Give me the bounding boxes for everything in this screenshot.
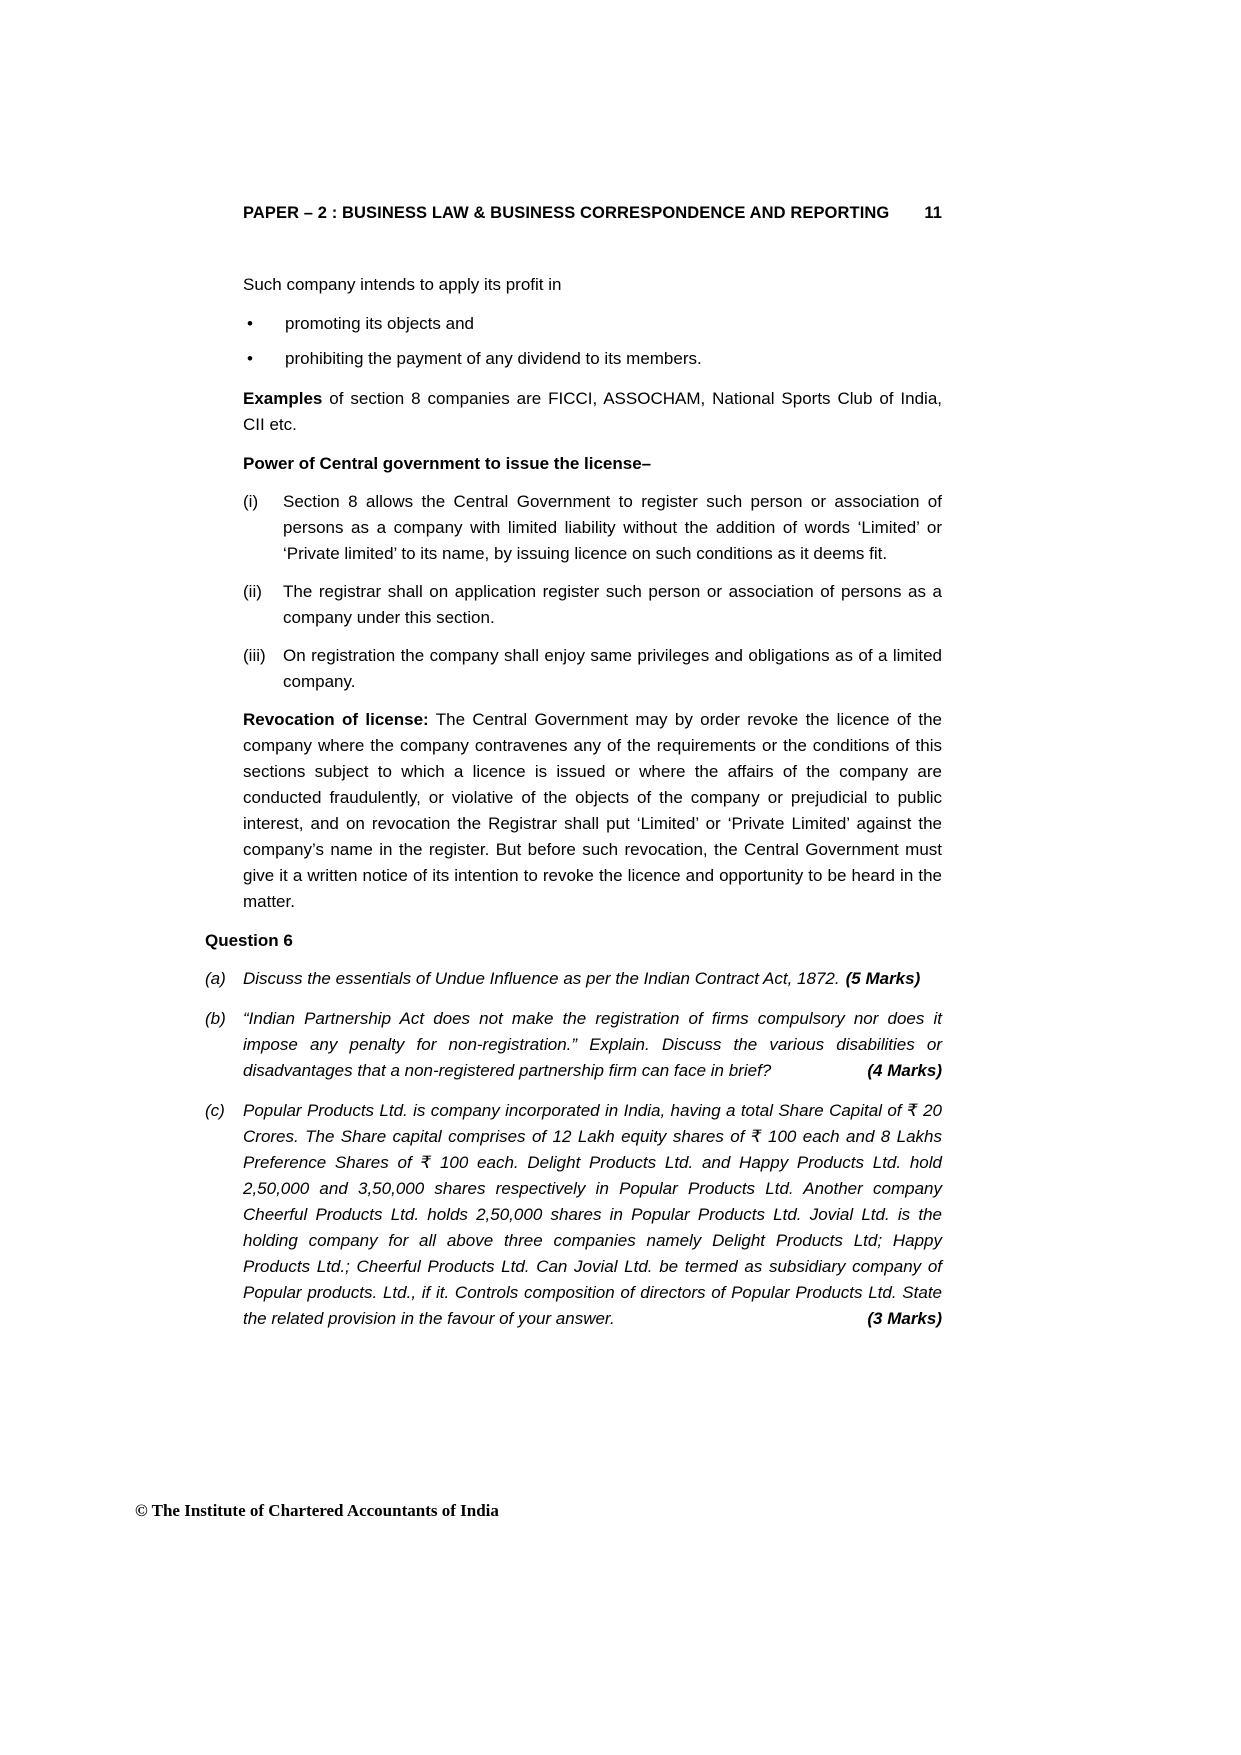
revocation-text: The Central Government may by order revoke the licence of the company where the company contravenes any of the requirements or the conditions of this sections subject to which a licence is issued or where the affairs of the company are conducted fraudulently, or violative of the objects of the company or prejudicial to public interest, and on revocation the Registrar shall put ‘Limited’ or ‘Private Limited’ against the company’s name in the register. But before such revocation, the Central Government must give it a written notice of its intention to revoke the licence and opportunity to be heard in the matter. (243, 710, 942, 911)
list-item-ii (243, 579, 942, 631)
examples-lead: Examples (243, 389, 323, 408)
question-label: (b) (205, 1009, 226, 1028)
page-content (205, 272, 942, 1346)
copyright-footer: © The Institute of Chartered Accountants of India (135, 1501, 499, 1520)
revocation-lead: Revocation of license: (243, 710, 429, 729)
question-text (243, 966, 942, 992)
bullet-icon: • (247, 349, 253, 368)
item-label: (iii) (243, 646, 266, 665)
question-heading: Question 6 (205, 931, 293, 950)
power-heading: Power of Central government to issue the license– (243, 454, 652, 473)
question-a (205, 966, 942, 992)
revocation-paragraph (243, 707, 942, 915)
item-text: Section 8 allows the Central Government to register such person or association of persons as a company with limited liability without the addition of words ‘Limited’ or ‘Private limited’ to its name, by issuing licence on such conditions as it deems fit. (283, 492, 942, 563)
item-label: (i) (243, 492, 259, 511)
bullet-text: promoting its objects and (285, 314, 474, 333)
item-text: The registrar shall on application register such person or association of persons as a company under this section. (283, 582, 942, 627)
question-label: (a) (205, 969, 226, 988)
page-header (243, 204, 942, 223)
question-label: (c) (205, 1101, 225, 1120)
question-c (205, 1098, 942, 1332)
list-item (247, 346, 942, 372)
question-text: Popular Products Ltd. is company incorporated in India, having a total Share Capital of ₹ 20 Crores. The Share capital comprises of 12 Lakh equity shares of ₹ 100 each and 8 Lakhs Preference Shares of ₹ 100 each. Delight Products Ltd. and Happy Products Ltd. hold 2,50,000 and 3,50,000 shares respectively in Popular Products Ltd. Another company Cheerful Products Ltd. holds 2,50,000 shares in Popular Products Ltd. Jovial Ltd. is the holding company for all above three companies namely Delight Products Ltd; Happy Products Ltd.; Cheerful Products Ltd. Can Jovial Ltd. be termed as subsidiary company of Popular products. Ltd., if it. Controls composition of directors of Popular Products Ltd. State the related provision in the favour of your answer. (243, 1101, 942, 1328)
list-item (247, 311, 942, 337)
marks-badge: (3 Marks) (867, 1309, 942, 1328)
list-item-i (243, 489, 942, 567)
marks-badge: (4 Marks) (867, 1061, 942, 1080)
intro-paragraph: Such company intends to apply its profit in (243, 275, 562, 294)
item-label: (ii) (243, 582, 262, 601)
bullet-list (247, 311, 942, 372)
bullet-icon: • (247, 314, 253, 333)
examples-text: of section 8 companies are FICCI, ASSOCHAM, National Sports Club of India, CII etc. (243, 389, 942, 434)
question-b (205, 1006, 942, 1084)
item-text: On registration the company shall enjoy same privileges and obligations as of a limited company. (283, 646, 942, 691)
page-number: 11 (924, 204, 942, 222)
examples-paragraph (243, 386, 942, 438)
list-item-iii (243, 643, 942, 695)
bullet-text: prohibiting the payment of any dividend to its members. (285, 349, 702, 368)
question-body: Discuss the essentials of Undue Influence as per the Indian Contract Act, 1872. (243, 969, 840, 988)
marks-badge: (5 Marks) (845, 969, 921, 988)
header-title: PAPER – 2 : BUSINESS LAW & BUSINESS CORRESPONDENCE AND REPORTING (243, 204, 890, 222)
question-text: “Indian Partnership Act does not make the registration of firms compulsory nor does it impose any penalty for non-registration.” Explain. Discuss the various disabilities or disadvantages that a non-registered partnership firm can face in brief? (243, 1009, 942, 1080)
